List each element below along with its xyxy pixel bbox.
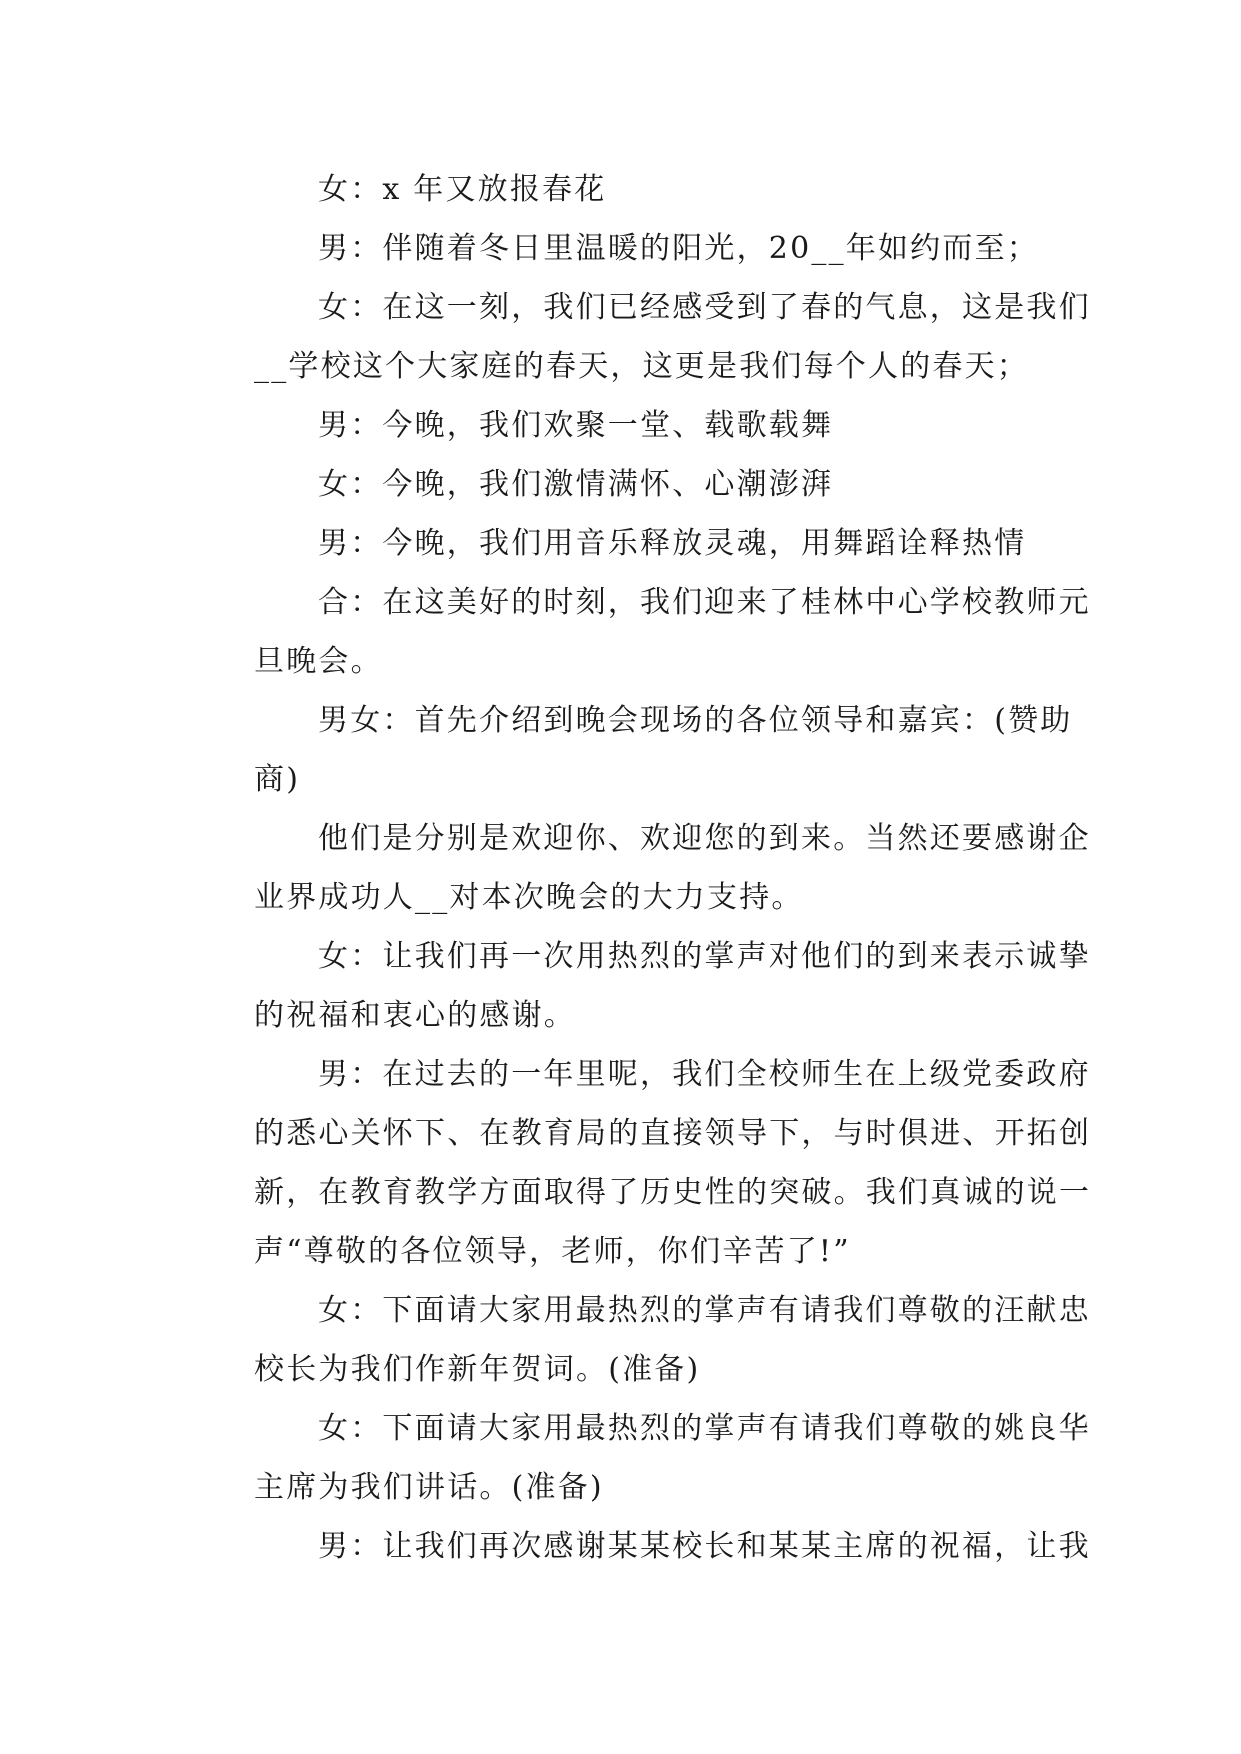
text-line: 商) <box>254 762 301 797</box>
text-line: 校长为我们作新年贺词。(准备) <box>254 1352 701 1387</box>
text-line: 女：下面请大家用最热烈的掌声有请我们尊敬的汪献忠 <box>318 1293 1091 1328</box>
text-line: 的悉心关怀下、在教育局的直接领导下，与时俱进、开拓创 <box>254 1116 1092 1151</box>
paragraph-1 <box>190 160 1050 219</box>
paragraph-7 <box>190 573 1091 691</box>
text-line: 男：让我们再次感谢某某校长和某某主席的祝福，让我 <box>318 1529 1091 1564</box>
text-line: 女：下面请大家用最热烈的掌声有请我们尊敬的姚良华 <box>318 1411 1091 1446</box>
paragraph-6 <box>190 514 1050 573</box>
paragraph-5 <box>190 455 1050 514</box>
text-line: 合：在这美好的时刻，我们迎来了桂林中心学校教师元 <box>318 585 1091 620</box>
text-line: 男：在过去的一年里呢，我们全校师生在上级党委政府 <box>318 1057 1091 1092</box>
paragraph-3 <box>190 278 1091 396</box>
text-line: 男：伴随着冬日里温暖的阳光，20__年如约而至； <box>318 231 1039 266</box>
text-line: 新，在教育教学方面取得了历史性的突破。我们真诚的说一 <box>254 1175 1092 1210</box>
paragraph-14 <box>190 1517 1091 1576</box>
paragraph-9 <box>190 809 1091 927</box>
text-line: 女：今晚，我们激情满怀、心潮澎湃 <box>318 467 834 502</box>
paragraph-13 <box>190 1399 1091 1517</box>
paragraph-11 <box>190 1045 1092 1281</box>
text-line: __学校这个大家庭的春天，这更是我们每个人的春天； <box>254 349 1029 384</box>
text-line: 女：x 年又放报春花 <box>318 172 607 207</box>
text-line: 女：在这一刻，我们已经感受到了春的气息，这是我们 <box>318 290 1091 325</box>
text-line: 业界成功人__对本次晚会的大力支持。 <box>254 880 804 915</box>
text-line: 旦晚会。 <box>254 644 383 679</box>
paragraph-12 <box>190 1281 1091 1399</box>
text-line: 男女：首先介绍到晚会现场的各位领导和嘉宾：(赞助 <box>318 703 1073 738</box>
text-line: 男：今晚，我们用音乐释放灵魂，用舞蹈诠释热情 <box>318 526 1027 561</box>
text-line: 男：今晚，我们欢聚一堂、载歌载舞 <box>318 408 834 443</box>
text-line: 女：让我们再一次用热烈的掌声对他们的到来表示诚挚 <box>318 939 1091 974</box>
document-body <box>190 160 1092 1576</box>
text-line: 他们是分别是欢迎你、欢迎您的到来。当然还要感谢企 <box>318 821 1091 856</box>
text-line: 主席为我们讲话。(准备) <box>254 1470 604 1505</box>
text-line: 声“尊敬的各位领导，老师，你们辛苦了!” <box>254 1234 851 1269</box>
text-line: 的祝福和衷心的感谢。 <box>254 998 576 1033</box>
paragraph-4 <box>190 396 1050 455</box>
paragraph-8 <box>190 691 1073 809</box>
paragraph-10 <box>190 927 1091 1045</box>
paragraph-2 <box>190 219 1050 278</box>
